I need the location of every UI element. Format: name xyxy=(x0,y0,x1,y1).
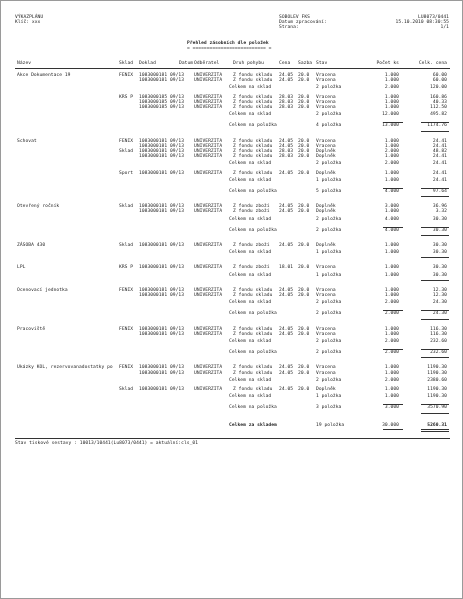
rate: 20.0 xyxy=(298,293,310,298)
rate: 20.0 xyxy=(298,94,310,100)
amount: 40.33 xyxy=(432,99,447,105)
document-number: 1083000181 09/13 xyxy=(139,293,185,298)
rule xyxy=(421,429,449,430)
item-total-label: Celkem na položka xyxy=(229,189,277,194)
warehouse: FENIX xyxy=(119,73,134,78)
document-number: 1083000181 09/13 xyxy=(139,170,185,176)
amount: 36.96 xyxy=(432,204,447,210)
item-count: 2 položka xyxy=(316,300,342,306)
movement-type: Z fondu skladu xyxy=(233,154,273,160)
amount: 48.82 xyxy=(432,149,447,154)
customer: UNIVERZITA xyxy=(194,73,223,78)
amount: 112.50 xyxy=(430,105,447,110)
rate: 20.0 xyxy=(298,73,310,78)
price: 28.03 xyxy=(279,149,294,154)
status: Vracena xyxy=(316,331,336,337)
customer: UNIVERZITA xyxy=(194,204,223,210)
quantity: 1.000 xyxy=(384,170,399,176)
movement-type: Z fondu zboží xyxy=(233,265,270,271)
customer: UNIVERZITA xyxy=(194,387,223,392)
status: Doplněk xyxy=(316,243,336,248)
header-right-2: 15.10.2010 08:30:55 xyxy=(395,20,449,25)
subtotal-label: Celkem na sklad xyxy=(229,377,272,383)
header-center-2: Datum zpracování: xyxy=(279,20,327,25)
column-header: Sklad xyxy=(119,61,134,66)
rule xyxy=(421,357,449,358)
movement-type: Z fondu zboží xyxy=(233,204,270,210)
customer: UNIVERZITA xyxy=(194,94,223,100)
movement-type: Z fondu zboží xyxy=(233,209,270,215)
item-count: 2 položka xyxy=(316,339,342,344)
item-count: 1 položka xyxy=(316,394,342,400)
document-number: 1083000181 09/13 xyxy=(139,365,185,371)
item-total-label: Celkem na položka xyxy=(229,350,277,356)
item-name: Pracoviště xyxy=(17,326,46,332)
customer: UNIVERZITA xyxy=(194,105,223,110)
quantity: 1.000 xyxy=(384,287,399,293)
document-number: 1083000181 09/13 xyxy=(139,78,185,84)
amount: 232.60 xyxy=(430,339,447,344)
amount: 1174.76 xyxy=(427,123,447,129)
quantity: 2.000 xyxy=(384,350,399,356)
status: Vracena xyxy=(316,265,336,271)
customer: UNIVERZITA xyxy=(194,370,223,376)
warehouse: Sport xyxy=(119,170,134,176)
document-number: 1083000181 09/13 xyxy=(139,73,185,78)
column-header: Cena xyxy=(279,61,291,66)
amount: 24.41 xyxy=(432,161,447,167)
status: Vracena xyxy=(316,326,336,332)
document-number: 1083000181 09/13 xyxy=(139,204,185,210)
subtotal-label: Celkem na sklad xyxy=(229,161,272,167)
item-count: 2 položka xyxy=(316,227,342,233)
amount: 116.30 xyxy=(430,331,447,337)
movement-type: Z fondu skladu xyxy=(233,94,273,100)
item-count: 2 položka xyxy=(316,85,342,91)
price: 24.05 xyxy=(279,331,294,337)
subtotal-label: Celkem na sklad xyxy=(229,339,272,344)
amount: 24.41 xyxy=(432,177,447,183)
subtotal-label: Celkem na sklad xyxy=(229,394,272,400)
subtotal-label: Celkem na sklad xyxy=(229,300,272,306)
price: 24.05 xyxy=(279,370,294,376)
quantity: 3.000 xyxy=(384,204,399,210)
document-number: 1083000181 09/13 xyxy=(139,243,185,248)
document-number: 1083000181 09/13 xyxy=(139,387,185,392)
quantity: 1.000 xyxy=(384,326,399,332)
price: 24.05 xyxy=(279,73,294,78)
price: 24.05 xyxy=(279,143,294,149)
customer: UNIVERZITA xyxy=(194,170,223,176)
movement-type: Z fondu skladu xyxy=(233,73,273,78)
grand-total-amount: 5260.31 xyxy=(427,422,447,428)
warehouse: KRS P xyxy=(119,94,134,100)
warehouse: FENIX xyxy=(119,138,134,144)
amount: 3570.90 xyxy=(427,405,447,411)
price: 24.05 xyxy=(279,287,294,293)
quantity: 4.000 xyxy=(384,216,399,222)
amount: 1190.30 xyxy=(427,370,447,376)
status: Doplněk xyxy=(316,154,336,160)
price: 24.05 xyxy=(279,138,294,144)
grand-total-label: Celkem za skladem xyxy=(229,422,277,428)
price: 28.03 xyxy=(279,154,294,160)
amount: 232.60 xyxy=(430,350,447,356)
rate: 20.0 xyxy=(298,143,310,149)
subtotal-label: Celkem na sklad xyxy=(229,272,272,278)
rate: 20.0 xyxy=(298,265,310,271)
amount: 116.30 xyxy=(430,326,447,332)
document-number: 1083000185 09/13 xyxy=(139,105,185,110)
quantity: 1.000 xyxy=(384,105,399,110)
amount: 97.64 xyxy=(432,189,447,194)
quantity: 13.000 xyxy=(382,123,399,129)
item-count: 5 položka xyxy=(316,189,342,194)
column-header: Název xyxy=(17,61,32,66)
grand-total-count: 19 položka xyxy=(316,422,345,428)
report-title: Přehled zásobních dle položek xyxy=(187,41,269,46)
movement-type: Z fondu skladu xyxy=(233,287,273,293)
item-count: 2 položka xyxy=(316,350,342,356)
status: Vracena xyxy=(316,370,336,376)
rate: 20.0 xyxy=(298,204,310,210)
item-name: Otevřený ročník xyxy=(17,204,60,210)
rule xyxy=(421,257,449,258)
rule xyxy=(421,413,449,414)
rate: 20.0 xyxy=(298,331,310,337)
quantity: 2.000 xyxy=(384,161,399,167)
amount: 1190.30 xyxy=(427,394,447,400)
quantity: 1.000 xyxy=(384,387,399,392)
quantity: 1.000 xyxy=(384,365,399,371)
document-number: 1083000181 09/13 xyxy=(139,154,185,160)
price: 28.03 xyxy=(279,99,294,105)
status: Vracena xyxy=(316,365,336,371)
amount: 60.00 xyxy=(432,78,447,84)
item-total-label: Celkem na položka xyxy=(229,405,277,411)
rate: 20.0 xyxy=(298,138,310,144)
status: Vracena xyxy=(316,287,336,293)
warehouse: FENIX xyxy=(119,287,134,293)
customer: UNIVERZITA xyxy=(194,149,223,154)
price: 24.05 xyxy=(279,243,294,248)
amount: 1190.30 xyxy=(427,387,447,392)
quantity: 1.000 xyxy=(384,293,399,298)
rate: 20.0 xyxy=(298,105,310,110)
column-header: Datum xyxy=(179,61,194,66)
amount: 30.30 xyxy=(432,250,447,256)
customer: UNIVERZITA xyxy=(194,78,223,84)
quantity: 12.000 xyxy=(382,112,399,118)
column-header: Doklad xyxy=(139,61,156,66)
column-header: Odběratel xyxy=(194,61,220,66)
amount: 12.30 xyxy=(432,287,447,293)
warehouse: FENIX xyxy=(119,326,134,332)
price: 24.05 xyxy=(279,365,294,371)
header-rule xyxy=(15,68,450,69)
customer: UNIVERZITA xyxy=(194,331,223,337)
customer: UNIVERZITA xyxy=(194,209,223,215)
quantity: 1.000 xyxy=(384,99,399,105)
document-number: 1083000181 09/13 xyxy=(139,287,185,293)
status: Doplněk xyxy=(316,149,336,154)
movement-type: Z fondu skladu xyxy=(233,365,273,371)
warehouse: KRS P xyxy=(119,265,134,271)
status: Doplněk xyxy=(316,170,336,176)
customer: UNIVERZITA xyxy=(194,143,223,149)
item-count: 2 položka xyxy=(316,112,342,118)
amount: 24.41 xyxy=(432,170,447,176)
amount: 24.30 xyxy=(432,311,447,317)
amount: 495.82 xyxy=(430,112,447,118)
status: Vracena xyxy=(316,293,336,298)
warehouse: Sklad xyxy=(119,243,134,248)
item-count: 4 položka xyxy=(316,123,342,129)
rate: 20.0 xyxy=(298,99,310,105)
customer: UNIVERZITA xyxy=(194,138,223,144)
quantity: 1.000 xyxy=(384,250,399,256)
report-subtitle: = ========================== = xyxy=(187,46,272,51)
amount: 30.30 xyxy=(432,227,447,233)
movement-type: Z fondu skladu xyxy=(233,78,273,84)
price: 24.05 xyxy=(279,78,294,84)
rate: 20.0 xyxy=(298,370,310,376)
status: Vracena xyxy=(316,99,336,105)
item-total-label: Celkem na položka xyxy=(229,123,277,129)
customer: UNIVERZITA xyxy=(194,99,223,105)
quantity: 1.000 xyxy=(384,272,399,278)
header-left-1: VÝKAZPLÁNU xyxy=(15,15,44,20)
quantity: 1.000 xyxy=(384,243,399,248)
amount: 24.41 xyxy=(432,143,447,149)
movement-type: Z fondu skladu xyxy=(233,105,273,110)
header-right-3: 1/1 xyxy=(440,25,449,30)
item-count: 2 položka xyxy=(316,377,342,383)
movement-type: Z fondu skladu xyxy=(233,370,273,376)
header-center-1: SOBOLEV FKS xyxy=(279,15,310,20)
quantity: 2.000 xyxy=(384,300,399,306)
amount: 30.30 xyxy=(432,265,447,271)
rule xyxy=(383,429,403,430)
rule xyxy=(15,438,450,439)
document-number: 1083000181 09/13 xyxy=(139,326,185,332)
item-count: 3 položka xyxy=(316,405,342,411)
amount: 60.00 xyxy=(432,73,447,78)
amount: 30.30 xyxy=(432,216,447,222)
footer-note: Stav tiskové sestavy : 10013/10441(Lu8073/0441) = aktuální:cls_01 xyxy=(15,440,199,446)
document-number: 1083000181 09/13 xyxy=(139,149,185,154)
rate: 20.0 xyxy=(298,287,310,293)
column-header: Stav xyxy=(316,61,328,66)
item-count: 1 položka xyxy=(316,250,342,256)
price: 18.01 xyxy=(279,265,294,271)
item-name: LPL xyxy=(17,265,26,271)
movement-type: Z fondu skladu xyxy=(233,143,273,149)
quantity: 2.000 xyxy=(384,149,399,154)
status: Doplněk xyxy=(316,204,336,210)
header-center-3: Strana: xyxy=(279,25,299,30)
customer: UNIVERZITA xyxy=(194,365,223,371)
quantity: 2.000 xyxy=(384,377,399,383)
item-name: Ukázky KOL, rezervovanadostatky po xyxy=(17,365,113,371)
price: 28.03 xyxy=(279,105,294,110)
item-name: Schovat xyxy=(17,138,37,144)
subtotal-label: Celkem na sklad xyxy=(229,250,272,256)
quantity: 3.000 xyxy=(384,405,399,411)
document-number: 1083000181 09/13 xyxy=(139,331,185,337)
movement-type: Z fondu skladu xyxy=(233,138,273,144)
quantity: 1.000 xyxy=(384,394,399,400)
amount: 1190.30 xyxy=(427,365,447,371)
quantity: 1.000 xyxy=(384,177,399,183)
movement-type: Z fondu skladu xyxy=(233,99,273,105)
rate: 20.0 xyxy=(298,78,310,84)
document-number: 1083000185 09/13 xyxy=(139,94,185,100)
item-count: 1 položka xyxy=(316,272,342,278)
amount: 3.32 xyxy=(435,209,447,215)
price: 24.05 xyxy=(279,170,294,176)
price: 24.05 xyxy=(279,387,294,392)
amount: 2380.60 xyxy=(427,377,447,383)
status: Doplněk xyxy=(316,209,336,215)
document-number: 1083000181 09/13 xyxy=(139,209,185,215)
warehouse: Sklad xyxy=(119,204,134,210)
warehouse: FENIX xyxy=(119,365,134,371)
rate: 20.0 xyxy=(298,209,310,215)
movement-type: Z fondu skladu xyxy=(233,326,273,332)
rule xyxy=(421,319,449,320)
quantity: 1.000 xyxy=(384,73,399,78)
status: Vracena xyxy=(316,138,336,144)
quantity: 1.000 xyxy=(384,143,399,149)
document-number: 1083000185 09/13 xyxy=(139,99,185,105)
amount: 24.41 xyxy=(432,154,447,160)
customer: UNIVERZITA xyxy=(194,243,223,248)
rule xyxy=(421,235,449,236)
rate: 20.0 xyxy=(298,149,310,154)
status: Vracena xyxy=(316,105,336,110)
warehouse: Sklad xyxy=(119,149,134,154)
item-count: 2 položka xyxy=(316,311,342,317)
subtotal-label: Celkem na sklad xyxy=(229,85,272,91)
quantity: 4.000 xyxy=(384,227,399,233)
quantity: 1.000 xyxy=(384,138,399,144)
rate: 20.0 xyxy=(298,387,310,392)
price: 24.05 xyxy=(279,293,294,298)
amount: 30.30 xyxy=(432,272,447,278)
quantity: 2.000 xyxy=(384,339,399,344)
price: 28.03 xyxy=(279,94,294,100)
item-total-label: Celkem na položka xyxy=(229,311,277,317)
quantity: 2.000 xyxy=(384,311,399,317)
item-count: 2 položka xyxy=(316,161,342,167)
header-left-2: Klíč: xxx xyxy=(15,20,41,25)
item-name: ZÁSOBA 430 xyxy=(17,243,46,248)
subtotal-label: Celkem na sklad xyxy=(229,112,272,118)
document-number: 1083000181 09/13 xyxy=(139,143,185,149)
header-right-1: LU8073/0441 xyxy=(418,15,449,20)
warehouse: Sklad xyxy=(119,387,134,392)
rule xyxy=(421,431,449,432)
customer: UNIVERZITA xyxy=(194,326,223,332)
movement-type: Z fondu skladu xyxy=(233,387,273,392)
movement-type: Z fondu skladu xyxy=(233,331,273,337)
document-number: 1083000181 09/13 xyxy=(139,265,185,271)
quantity: 4.000 xyxy=(384,189,399,194)
amount: 12.30 xyxy=(432,293,447,298)
status: Doplněk xyxy=(316,387,336,392)
quantity: 1.000 xyxy=(384,370,399,376)
customer: UNIVERZITA xyxy=(194,265,223,271)
amount: 120.00 xyxy=(430,85,447,91)
rate: 20.0 xyxy=(298,243,310,248)
subtotal-label: Celkem na sklad xyxy=(229,216,272,222)
status: Vracena xyxy=(316,78,336,84)
status: Vracena xyxy=(316,143,336,149)
quantity: 1.000 xyxy=(384,94,399,100)
amount: 24.41 xyxy=(432,138,447,144)
amount: 24.30 xyxy=(432,300,447,306)
amount: 160.86 xyxy=(430,94,447,100)
item-count: 1 položka xyxy=(316,177,342,183)
rule xyxy=(421,131,449,132)
quantity: 2.000 xyxy=(384,85,399,91)
subtotal-label: Celkem na sklad xyxy=(229,177,272,183)
movement-type: Z fondu skladu xyxy=(233,170,273,176)
quantity: 1.000 xyxy=(384,78,399,84)
item-count: 2 položka xyxy=(316,216,342,222)
customer: UNIVERZITA xyxy=(194,154,223,160)
status: Vracena xyxy=(316,94,336,100)
quantity: 1.000 xyxy=(384,154,399,160)
customer: UNIVERZITA xyxy=(194,293,223,298)
item-total-label: Celkem na položka xyxy=(229,227,277,233)
quantity: 1.000 xyxy=(384,209,399,215)
column-header: Sazba xyxy=(298,61,313,66)
grand-total-quantity: 30.000 xyxy=(382,422,399,428)
item-name: Ocenovací jednotka xyxy=(17,287,68,293)
rule xyxy=(421,196,449,197)
amount: 30.30 xyxy=(432,243,447,248)
rate: 20.0 xyxy=(298,154,310,160)
price: 24.05 xyxy=(279,204,294,210)
price: 24.05 xyxy=(279,209,294,215)
movement-type: Z fondu skladu xyxy=(233,293,273,298)
price: 24.05 xyxy=(279,326,294,332)
movement-type: Z fondu zboží xyxy=(233,243,270,248)
item-name: Akce Dokumentace 19 xyxy=(17,73,71,78)
rate: 20.0 xyxy=(298,365,310,371)
column-header: Druh pohybu xyxy=(233,61,264,66)
document-number: 1083000181 09/13 xyxy=(139,370,185,376)
status: Vracena xyxy=(316,73,336,78)
rate: 20.0 xyxy=(298,326,310,332)
rate: 20.0 xyxy=(298,170,310,176)
column-header: Celk. cena xyxy=(418,61,447,66)
column-header: Počet ks xyxy=(376,61,399,66)
rule xyxy=(421,280,449,281)
movement-type: Z fondu skladu xyxy=(233,149,273,154)
document-number: 1083000181 09/13 xyxy=(139,138,185,144)
quantity: 1.000 xyxy=(384,265,399,271)
customer: UNIVERZITA xyxy=(194,287,223,293)
quantity: 1.000 xyxy=(384,331,399,337)
